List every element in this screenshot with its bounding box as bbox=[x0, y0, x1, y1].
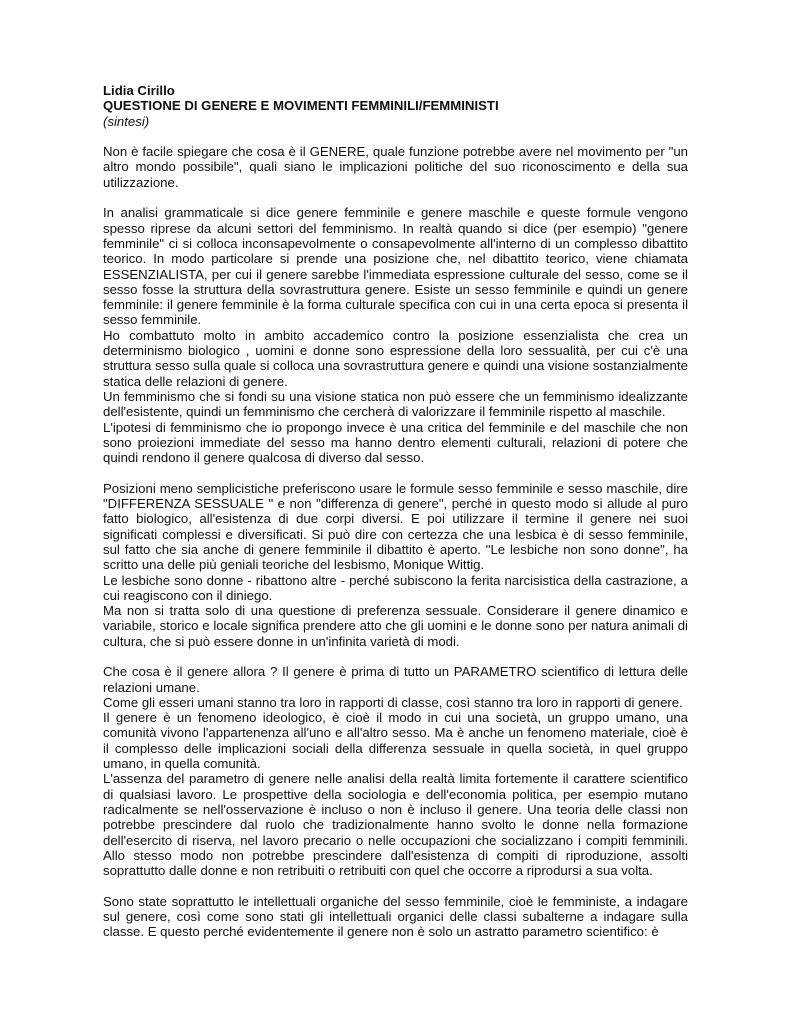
paragraph: Che cosa è il genere allora ? Il genere è prima di tutto un PARAMETRO scientifico di lettura delle relazioni umane. bbox=[103, 664, 688, 695]
paragraph: Ho combattuto molto in ambito accademico contro la posizione essenzialista che crea un determinismo biologico , uomini e donne sono espressione della loro sessualità, per cui c'è una struttura sesso sulla quale si colloca una sovrastruttura genere e quindi una visione sostanzialmente statica delle relazioni di genere. bbox=[103, 327, 688, 389]
paragraph: Il genere è un fenomeno ideologico, è cioè il modo in cui una società, un gruppo umano, una comunità vivono l'appartenenza all'uno e all'altro sesso. Ma è anche un fenomeno materiale, cioè è il complesso delle implicazioni sociali della differenza sessuale in quella società, in quel gruppo umano, in quella comunità. bbox=[103, 710, 688, 772]
section-what-is-gender bbox=[103, 664, 688, 878]
section-sexual-difference bbox=[103, 481, 688, 649]
paragraph: Non è facile spiegare che cosa è il GENERE, quale funzione potrebbe avere nel movimento per "un altro mondo possibile", quali siano le implicazioni politiche del suo riconoscimento e della sua utilizzazione. bbox=[103, 144, 688, 190]
paragraph: L'assenza del parametro di genere nelle analisi della realtà limita fortemente il carattere scientifico di qualsiasi lavoro. Le prospettive della sociologia e dell'economia politica, per esempio mutano radicalmente se nell'osservazione è incluso o non è incluso il genere. Una teoria delle classi non potrebbe prescindere dal ruolo che tradizionalmente hanno svolto le donne nella formazione dell'esercito di riserva, nel lavoro precario o nelle occupazioni che socializzano i compiti femminili. Allo stesso modo non potrebbe prescindere dall'esistenza di compiti di riproduzione, assolti soprattutto dalle donne e non retribuiti o retribuiti con quel che occorre a riprodursi a sua volta. bbox=[103, 771, 688, 879]
paragraph: L'ipotesi di femminismo che io propongo invece è una critica del femminile e del maschile che non sono proiezioni immediate del sesso ma hanno dentro elementi culturali, relazioni di potere che quindi rendono il genere qualcosa di diverso dal sesso. bbox=[103, 419, 688, 466]
paragraph: In analisi grammaticale si dice genere femminile e genere maschile e queste formule vengono spesso riprese da alcuni settori del femminismo. In realtà quando si dice (per esempio) "genere femminile" ci si colloca inconsapevolmente o consapevolmente all'interno di un complesso dibattito teorico. In modo particolare si prende una posizione che, nel dibattito teorico, viene chiamata ESSENZIALISTA, per cui il genere sarebbe l'immediata espressione culturale del sesso, come se il sesso fosse la struttura della sovrastruttura genere. Esiste un sesso femminile e quindi un genere femminile: il genere femminile è la forma culturale specifica con cui in una certa epoca si presenta il sesso femminile. bbox=[103, 205, 688, 328]
document-subtitle: (sintesi) bbox=[103, 113, 150, 129]
document-page bbox=[103, 83, 688, 940]
paragraph: Ma non si tratta solo di una questione di preferenza sessuale. Considerare il genere dinamico e variabile, storico e locale significa prendere atto che gli uomini e le donne sono per natura animali di cultura, che si può essere donne in un'infinita varietà di modi. bbox=[103, 603, 688, 649]
paragraph: Le lesbiche sono donne - ribattono altre - perché subiscono la ferita narcisistica della castrazione, a cui reagiscono con il diniego. bbox=[103, 572, 688, 603]
paragraph: Sono state soprattutto le intellettuali organiche del sesso femminile, cioè le femministe, a indagare sul genere, così come sono stati gli intellettuali organici delle classi subalterne a indagare sulla classe. E questo perché evidentemente il genere non è solo un astratto parametro scientifico: è bbox=[103, 893, 688, 940]
document-title: QUESTIONE DI GENERE E MOVIMENTI FEMMINILI/FEMMINISTI bbox=[103, 98, 499, 114]
section-intro bbox=[103, 144, 688, 190]
paragraph: Posizioni meno semplicistiche preferiscono usare le formule sesso femminile e sesso maschile, dire "DIFFERENZA SESSUALE " e non "differenza di genere", perché in questo modo si allude al puro fatto biologico, all'esistenza di due corpi diversi. E poi utilizzare il termine il genere nei suoi significati complessi e diversificati. Si può dire con certezza che una lesbica è di sesso femminile, sul fatto che sia anche di genere femminile il dibattito è aperto. "Le lesbiche non sono donne", ha scritto una delle più geniali teoriche del lesbismo, Monique Wittig. bbox=[103, 480, 688, 573]
author-name: Lidia Cirillo bbox=[103, 83, 175, 98]
section-intellectuals bbox=[103, 894, 688, 940]
paragraph: Un femminismo che si fondi su una visione statica non può essere che un femminismo idealizzante dell'esistente, quindi un femminismo che cercherà di valorizzare il femminile rispetto al maschile. bbox=[103, 388, 688, 420]
paragraph: Come gli esseri umani stanno tra loro in rapporti di classe, così stanno tra loro in rapporti di genere. bbox=[103, 694, 683, 710]
section-grammar bbox=[103, 205, 688, 465]
